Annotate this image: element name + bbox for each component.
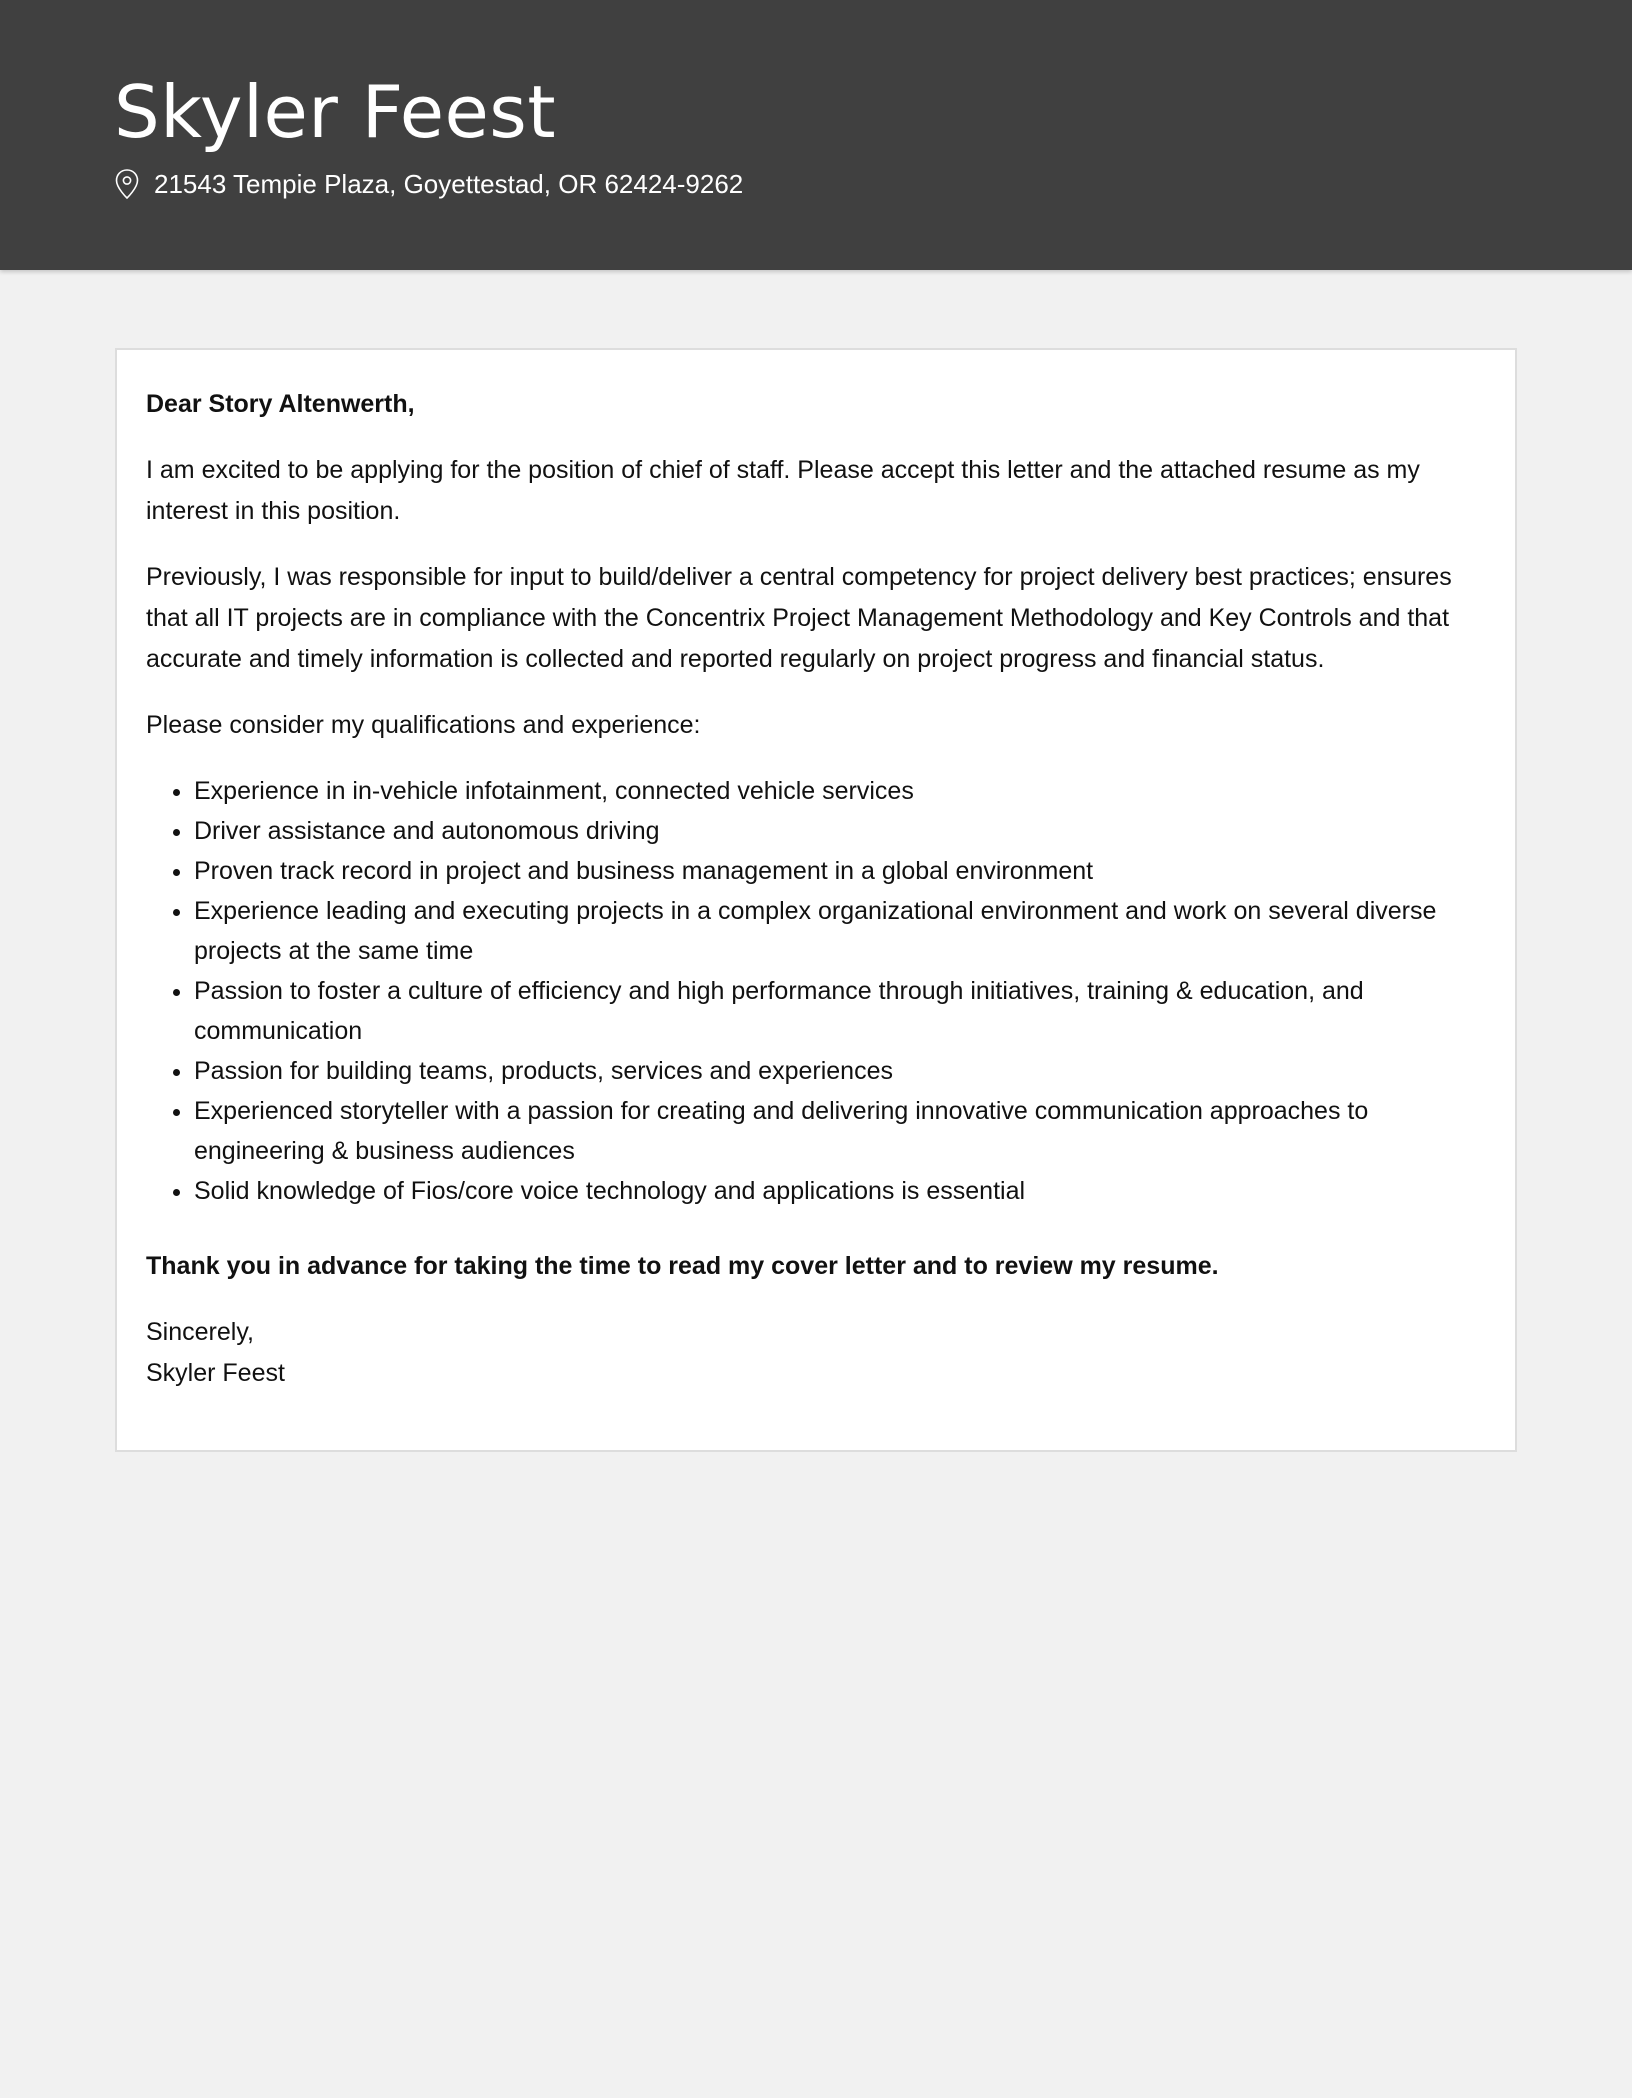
list-item: • Driver assistance and autonomous driving [194,811,1486,851]
signoff-block [146,1312,1486,1394]
salutation: Dear Story Altenwerth, [146,390,415,418]
address-row [114,166,743,202]
applicant-name: Skyler Feest [114,70,557,154]
list-item: • Solid knowledge of Fios/core voice technology and applications is essential [194,1171,1486,1211]
address-text: 21543 Tempie Plaza, Goyettestad, OR 62424-9262 [154,169,744,199]
list-item: • Experience leading and executing projects in a complex organizational environment and work on several diverse projects at the same time [194,891,1486,971]
signature: Skyler Feest [146,1359,285,1387]
list-item: • Passion to foster a culture of efficiency and high performance through initiatives, training & education, and communication [194,971,1486,1051]
header-banner [0,0,1632,270]
list-item: • Experienced storyteller with a passion for creating and delivering innovative communication approaches to engineering & business audiences [194,1091,1486,1171]
qualifications-intro: Please consider my qualifications and experience: [146,711,701,739]
list-item: • Passion for building teams, products, services and experiences [194,1051,1486,1091]
list-item: • Proven track record in project and business management in a global environment [194,851,1486,891]
qualifications-list [146,771,1486,1211]
cover-letter-card [115,348,1517,1452]
map-pin-icon [114,168,140,200]
previous-experience-paragraph: Previously, I was responsible for input to build/deliver a central competency for project delivery best practices; ensures that all IT projects are in compliance with the Concentrix Project Management Methodology and Key Controls and that accurate and timely information is collected and reported regularly on project progress and financial status. [146,563,1452,673]
closing-paragraph: Thank you in advance for taking the time to read my cover letter and to review my resume. [146,1252,1219,1280]
list-item: • Experience in in-vehicle infotainment, connected vehicle services [194,771,1486,811]
intro-paragraph: I am excited to be applying for the position of chief of staff. Please accept this letter and the attached resume as my interest in this position. [146,456,1420,525]
signoff: Sincerely, [146,1318,254,1346]
